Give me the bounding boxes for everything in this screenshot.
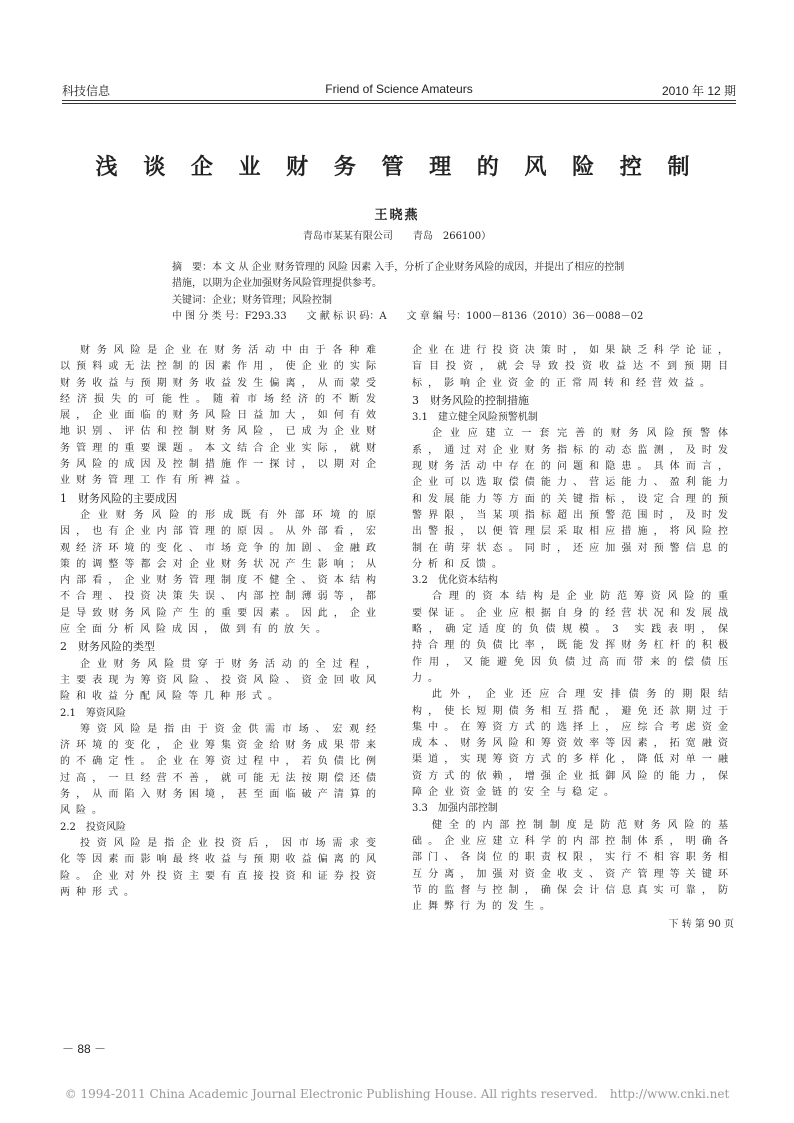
header-rule xyxy=(62,100,736,101)
page-number: － 88 － xyxy=(62,1042,107,1056)
continued-on-page-note: 下 转 第 90 页 xyxy=(668,919,734,931)
keywords: 关键词：企业；财务管理；风险控制 xyxy=(172,295,332,306)
issue-number: 2010 年 12 期 xyxy=(661,84,736,98)
section-3-3-paragraph: 健全的内部控制制度是防范财务风险的基础。企业应建立科学的内部控制体系，明确各部门、各岗位的职责权限，实行不相容职务相互分离，加强对资金收支、资产管理等关键环节的监督与控制，确保会计信息真实可靠，防止舞弊行为的发生。 xyxy=(412,819,734,913)
section-3-1-paragraph: 企业应建立一套完善的财务风险预警体系，通过对企业财务指标的动态监测，及时发现财务活动中存在的问题和隐患。具体而言，企业可以选取偿债能力、营运能力、盈利能力和发展能力等方面的关键指标，设定合理的预警界限，当某项指标超出预警范围时，及时发出警报，以便管理层采取相应措施，将风险控制在萌芽状态。同时，还应加强对预警信息的分析和反馈。 xyxy=(412,428,734,570)
journal-name: 科技信息 xyxy=(62,84,111,98)
copyright-footer: © 1994-2011 China Academic Journal Electronic Publishing House. All rights reserved. http://www.cnki.net xyxy=(64,1087,730,1101)
classification-line: 中 图 分 类 号：F293.33 文 献 标 识 码：A 文 章 编 号：1000－8136（2010）36－0088－02 xyxy=(172,311,644,322)
continued-paragraph: 企业在进行投资决策时，如果缺乏科学论证，盲目投资，就会导致投资收益达不到预期目标，影响企业资金的正常周转和经营效益。 xyxy=(412,345,734,389)
section-1-paragraph: 企业财务风险的形成既有外部环境的原因，也有企业内部管理的原因。从外部看，宏观经济环境的变化、市场竞争的加剧、金融政策的调整等都会对企业财务状况产生影响；从内部看，企业财务管理制度不健全、资本结构不合理、投资决策失误、内部控制薄弱等，都是导致财务风险产生的重要因素。因此，企业应全面分析风险成因，做到有的放矢。 xyxy=(60,509,382,636)
section-2-intro: 企业财务风险贯穿于财务活动的全过程，主要表现为筹资风险、投资风险、资金回收风险和收益分配风险等几种形式。 xyxy=(60,658,382,703)
left-column xyxy=(60,343,382,901)
journal-english-name: Friend of Science Amateurs xyxy=(325,82,473,96)
intro-paragraph: 财务风险是企业在财务活动中由于各种难以预料或无法控制的因素作用，使企业的实际财务收益与预期财务收益发生偏离，从而蒙受经济损失的可能性。随着市场经济的不断发展，企业面临的财务风险日益加大，如何有效地识别、评估和控制财务风险，已成为企业财务管理的重要课题。本文结合企业实际，就财务风险的成因及控制措施作一探讨，以期对企业财务管理工作有所裨益。 xyxy=(60,345,382,487)
section-3-3-heading: 3.3 加强内部控制 xyxy=(412,803,498,815)
section-1-heading: 1 财务风险的主要成因 xyxy=(60,491,177,505)
section-2-2-paragraph: 投资风险是指企业投资后，因市场需求变化等因素而影响最终收益与预期收益偏离的风险。企业对外投资主要有直接投资和证券投资两种形式。 xyxy=(60,837,382,898)
section-3-2-paragraph-2: 此外，企业还应合理安排债务的期限结构，使长短期债务相互搭配，避免还款期过于集中。在筹资方式的选择上，应综合考虑资金成本、财务风险和筹资效率等因素，拓宽融资渠道，实现筹资方式的多样化，降低对单一融资方式的依赖，增强企业抵御风险的能力，保障企业资金链的安全与稳定。 xyxy=(412,689,734,799)
section-3-1-heading: 3.1 建立健全风险预警机制 xyxy=(412,412,538,424)
section-2-1-heading: 2.1 筹资风险 xyxy=(60,707,126,719)
author-name: 王晓燕 xyxy=(374,208,420,223)
header-rule-second xyxy=(62,103,736,104)
abstract-continued: 措施，以期为企业加强财务风险管理提供参考。 xyxy=(172,278,382,289)
article-title: 浅 谈 企 业 财 务 管 理 的 风 险 控 制 xyxy=(95,154,699,180)
section-2-1-paragraph: 筹资风险是指由于资金供需市场、宏观经济环境的变化，企业筹集资金给财务成果带来的不确定性。企业在筹资过程中，若负债比例过高，一旦经营不善，就可能无法按期偿还债务，从而陷入财务困境，甚至面临破产清算的风险。 xyxy=(60,723,382,817)
abstract: 摘 要：本 文 从 企业 财务管理的 风险 因素 入手，分析了企业财务风险的成因，并提出了相应的控制 xyxy=(172,262,625,273)
section-3-heading: 3 财务风险的控制措施 xyxy=(412,393,529,407)
author-affiliation: 青岛市某某有限公司 青岛 266100） xyxy=(302,231,492,242)
section-3-2-heading: 3.2 优化资本结构 xyxy=(412,575,498,587)
section-3-2-paragraph: 合理的资本结构是企业防范筹资风险的重要保证。企业应根据自身的经营状况和发展战略，确定适度的负债规模。3 实践表明，保持合理的负债比率，既能发挥财务杠杆的积极作用，又能避免因负债过高而带来的偿债压力。 xyxy=(412,591,734,684)
right-column xyxy=(412,343,734,934)
section-2-heading: 2 财务风险的类型 xyxy=(60,640,155,654)
section-2-2-heading: 2.2 投资风险 xyxy=(60,821,126,833)
running-header xyxy=(62,80,736,100)
